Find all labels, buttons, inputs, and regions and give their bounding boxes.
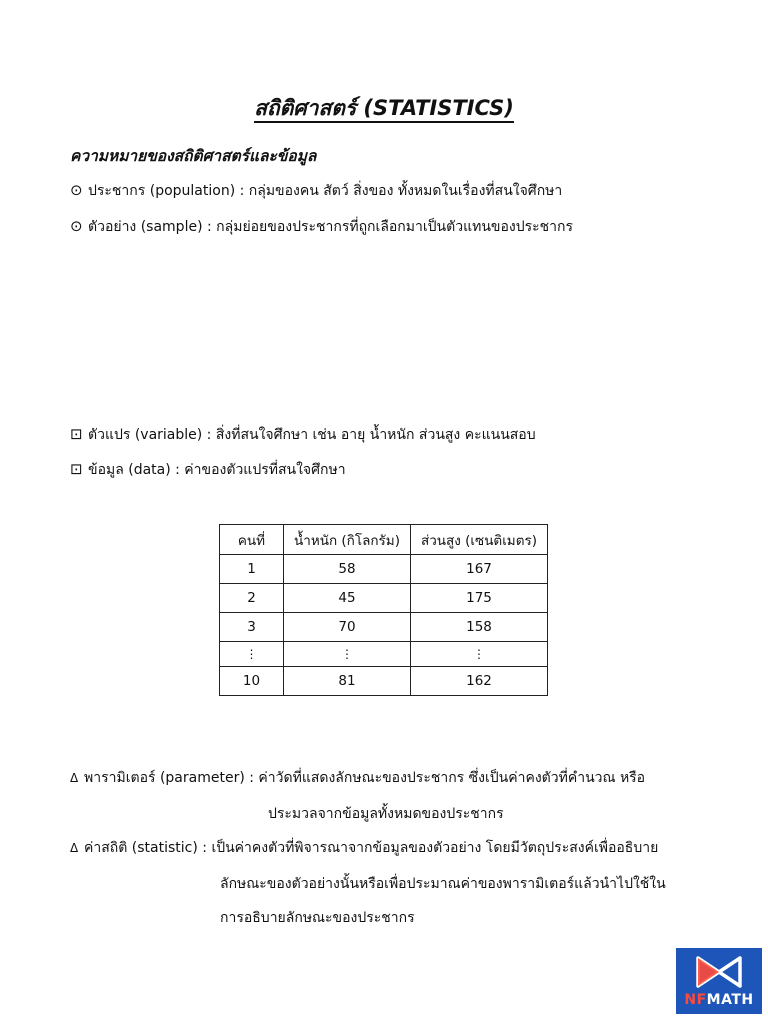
section-heading: ความหมายของสถิติศาสตร์และข้อมูล [70, 147, 317, 165]
definition-statistic [70, 838, 658, 858]
table-cell: 81 [284, 667, 411, 696]
logo-wordmark: NFMATH [684, 992, 754, 1008]
table-row [220, 667, 548, 696]
bowtie-logo-icon [676, 948, 762, 994]
definition-parameter [70, 768, 645, 788]
table-cell: 2 [220, 584, 284, 613]
definition-statistic-continued: ลักษณะของตัวอย่างนั้นหรือเพื่อประมาณค่าของพารามิเตอร์แล้วนำไปใช้ใน [220, 876, 666, 892]
definition-text: ตัวแปร (variable) : สิ่งที่สนใจศึกษา เช่น อายุ น้ำหนัก ส่วนสูง คะแนนสอบ [88, 427, 536, 443]
definition-text: พารามิเตอร์ (parameter) : ค่าวัดที่แสดงลักษณะของประชากร ซึ่งเป็นค่าคงตัวที่คำนวณ หรือ [84, 770, 646, 786]
table-cell: 10 [220, 667, 284, 696]
definition-variable [70, 424, 536, 445]
definition-parameter-continued: ประมวลจากข้อมูลทั้งหมดของประชากร [268, 806, 504, 822]
column-header: น้ำหนัก (กิโลกรัม) [284, 525, 411, 555]
table-cell: 167 [411, 555, 548, 584]
page-title: สถิติศาสตร์ (STATISTICS) [0, 92, 768, 125]
table-row [220, 613, 548, 642]
definition-text: ประชากร (population) : กลุ่มของคน สัตว์ สิ่งของ ทั้งหมดในเรื่องที่สนใจศึกษา [88, 183, 563, 199]
table-cell: 70 [284, 613, 411, 642]
definition-text: ข้อมูล (data) : ค่าของตัวแปรที่สนใจศึกษา [88, 462, 346, 478]
table-cell: ⋮ [284, 642, 411, 667]
circle-dot-icon: ⊙ [70, 181, 83, 199]
delta-icon: Δ [70, 841, 79, 855]
column-header: ส่วนสูง (เซนติเมตร) [411, 525, 548, 555]
table-cell: ⋮ [220, 642, 284, 667]
table-cell: ⋮ [411, 642, 548, 667]
table-row-ellipsis [220, 642, 548, 667]
table-header-row [220, 525, 548, 555]
column-header: คนที่ [220, 525, 284, 555]
table-cell: 162 [411, 667, 548, 696]
table-row [220, 555, 548, 584]
table-cell: 3 [220, 613, 284, 642]
definition-population [70, 180, 562, 201]
square-dot-icon: ⊡ [70, 460, 83, 478]
nfmath-logo [676, 948, 762, 1014]
data-table [219, 524, 548, 696]
table-cell: 58 [284, 555, 411, 584]
delta-icon: Δ [70, 771, 79, 785]
table-cell: 1 [220, 555, 284, 584]
table-cell: 45 [284, 584, 411, 613]
definition-statistic-continued: การอธิบายลักษณะของประชากร [220, 910, 415, 926]
square-dot-icon: ⊡ [70, 425, 83, 443]
table-cell: 158 [411, 613, 548, 642]
definition-data [70, 459, 346, 480]
table-row [220, 584, 548, 613]
definition-text: ค่าสถิติ (statistic) : เป็นค่าคงตัวที่พิจารณาจากข้อมูลของตัวอย่าง โดยมีวัตถุประสงค์เพื่ออธิบาย [84, 840, 659, 856]
definition-sample [70, 216, 573, 237]
definition-text: ตัวอย่าง (sample) : กลุ่มย่อยของประชากรที่ถูกเลือกมาเป็นตัวแทนของประชากร [88, 219, 573, 235]
table-cell: 175 [411, 584, 548, 613]
circle-dot-icon: ⊙ [70, 217, 83, 235]
